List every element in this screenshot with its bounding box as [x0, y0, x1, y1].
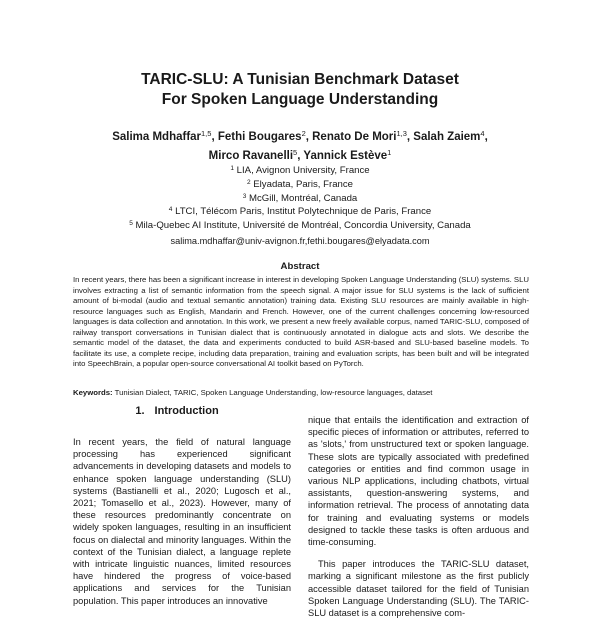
affiliation-item [0, 191, 600, 205]
intro-paragraph: In recent years, the field of natural language processing has experienced significant advancements in developing datasets and models to enhance spoken language understanding (SLU) systems (Bastianelli et al., 2020; Lugosch et al., 2021; Tomasello et al., 2023). However, many of these resources predominantly concentrate on widely spoken languages, resulting in an insufficient focus on dialectal and minority languages. Within the context of the Tunisian dialect, a language replete with intricate linguistic nuances, limited resources have hindered the progress of voice-based applications and services for the Tunisian population. This paper introduces an innovative [73, 437, 291, 606]
section-number: 1. [135, 405, 145, 417]
affiliation-text: Mila-Quebec AI Institute, Université de Montréal, Concordia University, Canada [135, 220, 471, 232]
affiliation-item [0, 177, 600, 191]
author-name: Fethi Bougares [217, 131, 302, 143]
affiliation-number: 3 [242, 192, 247, 200]
author-separator: , [211, 131, 218, 143]
author-separator: , [406, 131, 414, 143]
paper-title [0, 70, 600, 110]
abstract-text: In recent years, there has been a significant increase in interest in developing Spoken Language Understanding (SLU) systems. SLU involves extracting a list of semantic information from the speech signal. A major issue for SLU systems is the lack of sufficient amount of bi-modal (audio and textual semantic annotation) training data. Existing SLU resources are mainly available in high-resource languages such as English, Mandarin and French. However, one of the current challenges concerning low-resourced languages is data collection and annotation. In this work, we present a new freely available corpus, named TARIC-SLU, composed of railway transport conversations in Tunisian dialect that is continuously annotated in dialogue acts and slots. We describe the semantic model of the dataset, the data and experiments conducted to build ASR-based and SLU-based baseline models. To facilitate its use, a complete recipe, including data preparation, training and evaluation scripts, has been built and will be integrated into SpeechBrain, a popular open-source conversational AI toolkit based on PyTorch. [73, 275, 529, 368]
author-separator: , [297, 150, 304, 162]
author-affiliation-mark: 2 [301, 129, 306, 138]
section-title: Introduction [154, 405, 219, 417]
contact-email: salima.mdhaffar@univ-avignon.fr,fethi.bougares@elyadata.com [170, 236, 430, 246]
right-column [308, 414, 529, 619]
abstract-heading: Abstract [280, 261, 320, 272]
author-name: Salah Zaiem [413, 131, 481, 143]
author-name: Mirco Ravanelli [208, 150, 294, 162]
left-column [73, 436, 291, 607]
author-affiliation-mark: 5 [293, 148, 298, 157]
right-paragraph-2: This paper introduces the TARIC-SLU dataset, marking a significant milestone as the first publicly accessible dataset tailored for the field of Tunisian Spoken Language Understanding (SLU). The TARIC-SLU dataset is a comprehensive com- [308, 559, 529, 619]
keywords-label: Keywords: [73, 388, 113, 397]
author-affiliation-mark: 4 [480, 129, 485, 138]
author-affiliation-mark: 1,5 [201, 129, 212, 138]
keywords-text: Tunisian Dialect, TARIC, Spoken Language Understanding, low-resource languages, dataset [114, 388, 433, 397]
affiliation-number: 1 [230, 165, 234, 172]
affiliation-text: McGill, Montréal, Canada [249, 192, 358, 204]
author-affiliation-mark: 1 [387, 148, 392, 157]
title-line-1: TARIC-SLU: A Tunisian Benchmark Dataset [141, 71, 459, 88]
keywords [73, 388, 529, 399]
affiliation-text: Elyadata, Paris, France [253, 178, 353, 190]
affiliation-number: 4 [168, 206, 173, 214]
section-heading-introduction [73, 405, 291, 417]
title-line-2: For Spoken Language Understanding [161, 91, 439, 108]
affiliation-item [0, 163, 600, 177]
author-separator: , [484, 131, 488, 143]
author-separator: , [305, 131, 313, 143]
affiliation-text: LTCI, Télécom Paris, Institut Polytechnique de Paris, France [175, 206, 432, 218]
affiliation-item [0, 204, 600, 218]
affiliation-number: 5 [129, 220, 133, 228]
author-name: Salima Mdhaffar [112, 131, 202, 143]
right-paragraph-1: nique that entails the identification and extraction of specific pieces of information or attributes, referred to as 'slots,' from unstructured text or spoken language. These slots are typically associated with predefined categories or entities and find common usage in various NLP applications, including chatbots, virtual assistants, question-answering systems, and information retrieval. The process of annotating data for training and evaluating systems or models designed to tackle these tasks is often arduous and time-consuming. [308, 415, 529, 548]
author-name: Yannick Estève [303, 150, 388, 162]
affiliation-number: 2 [246, 178, 251, 186]
author-list [0, 126, 600, 164]
author-name: Renato De Mori [312, 131, 397, 143]
affiliation-text: LIA, Avignon University, France [236, 165, 370, 176]
author-affiliation-mark: 1,3 [396, 129, 407, 138]
affiliation-list [0, 163, 600, 232]
affiliation-item [0, 218, 600, 232]
